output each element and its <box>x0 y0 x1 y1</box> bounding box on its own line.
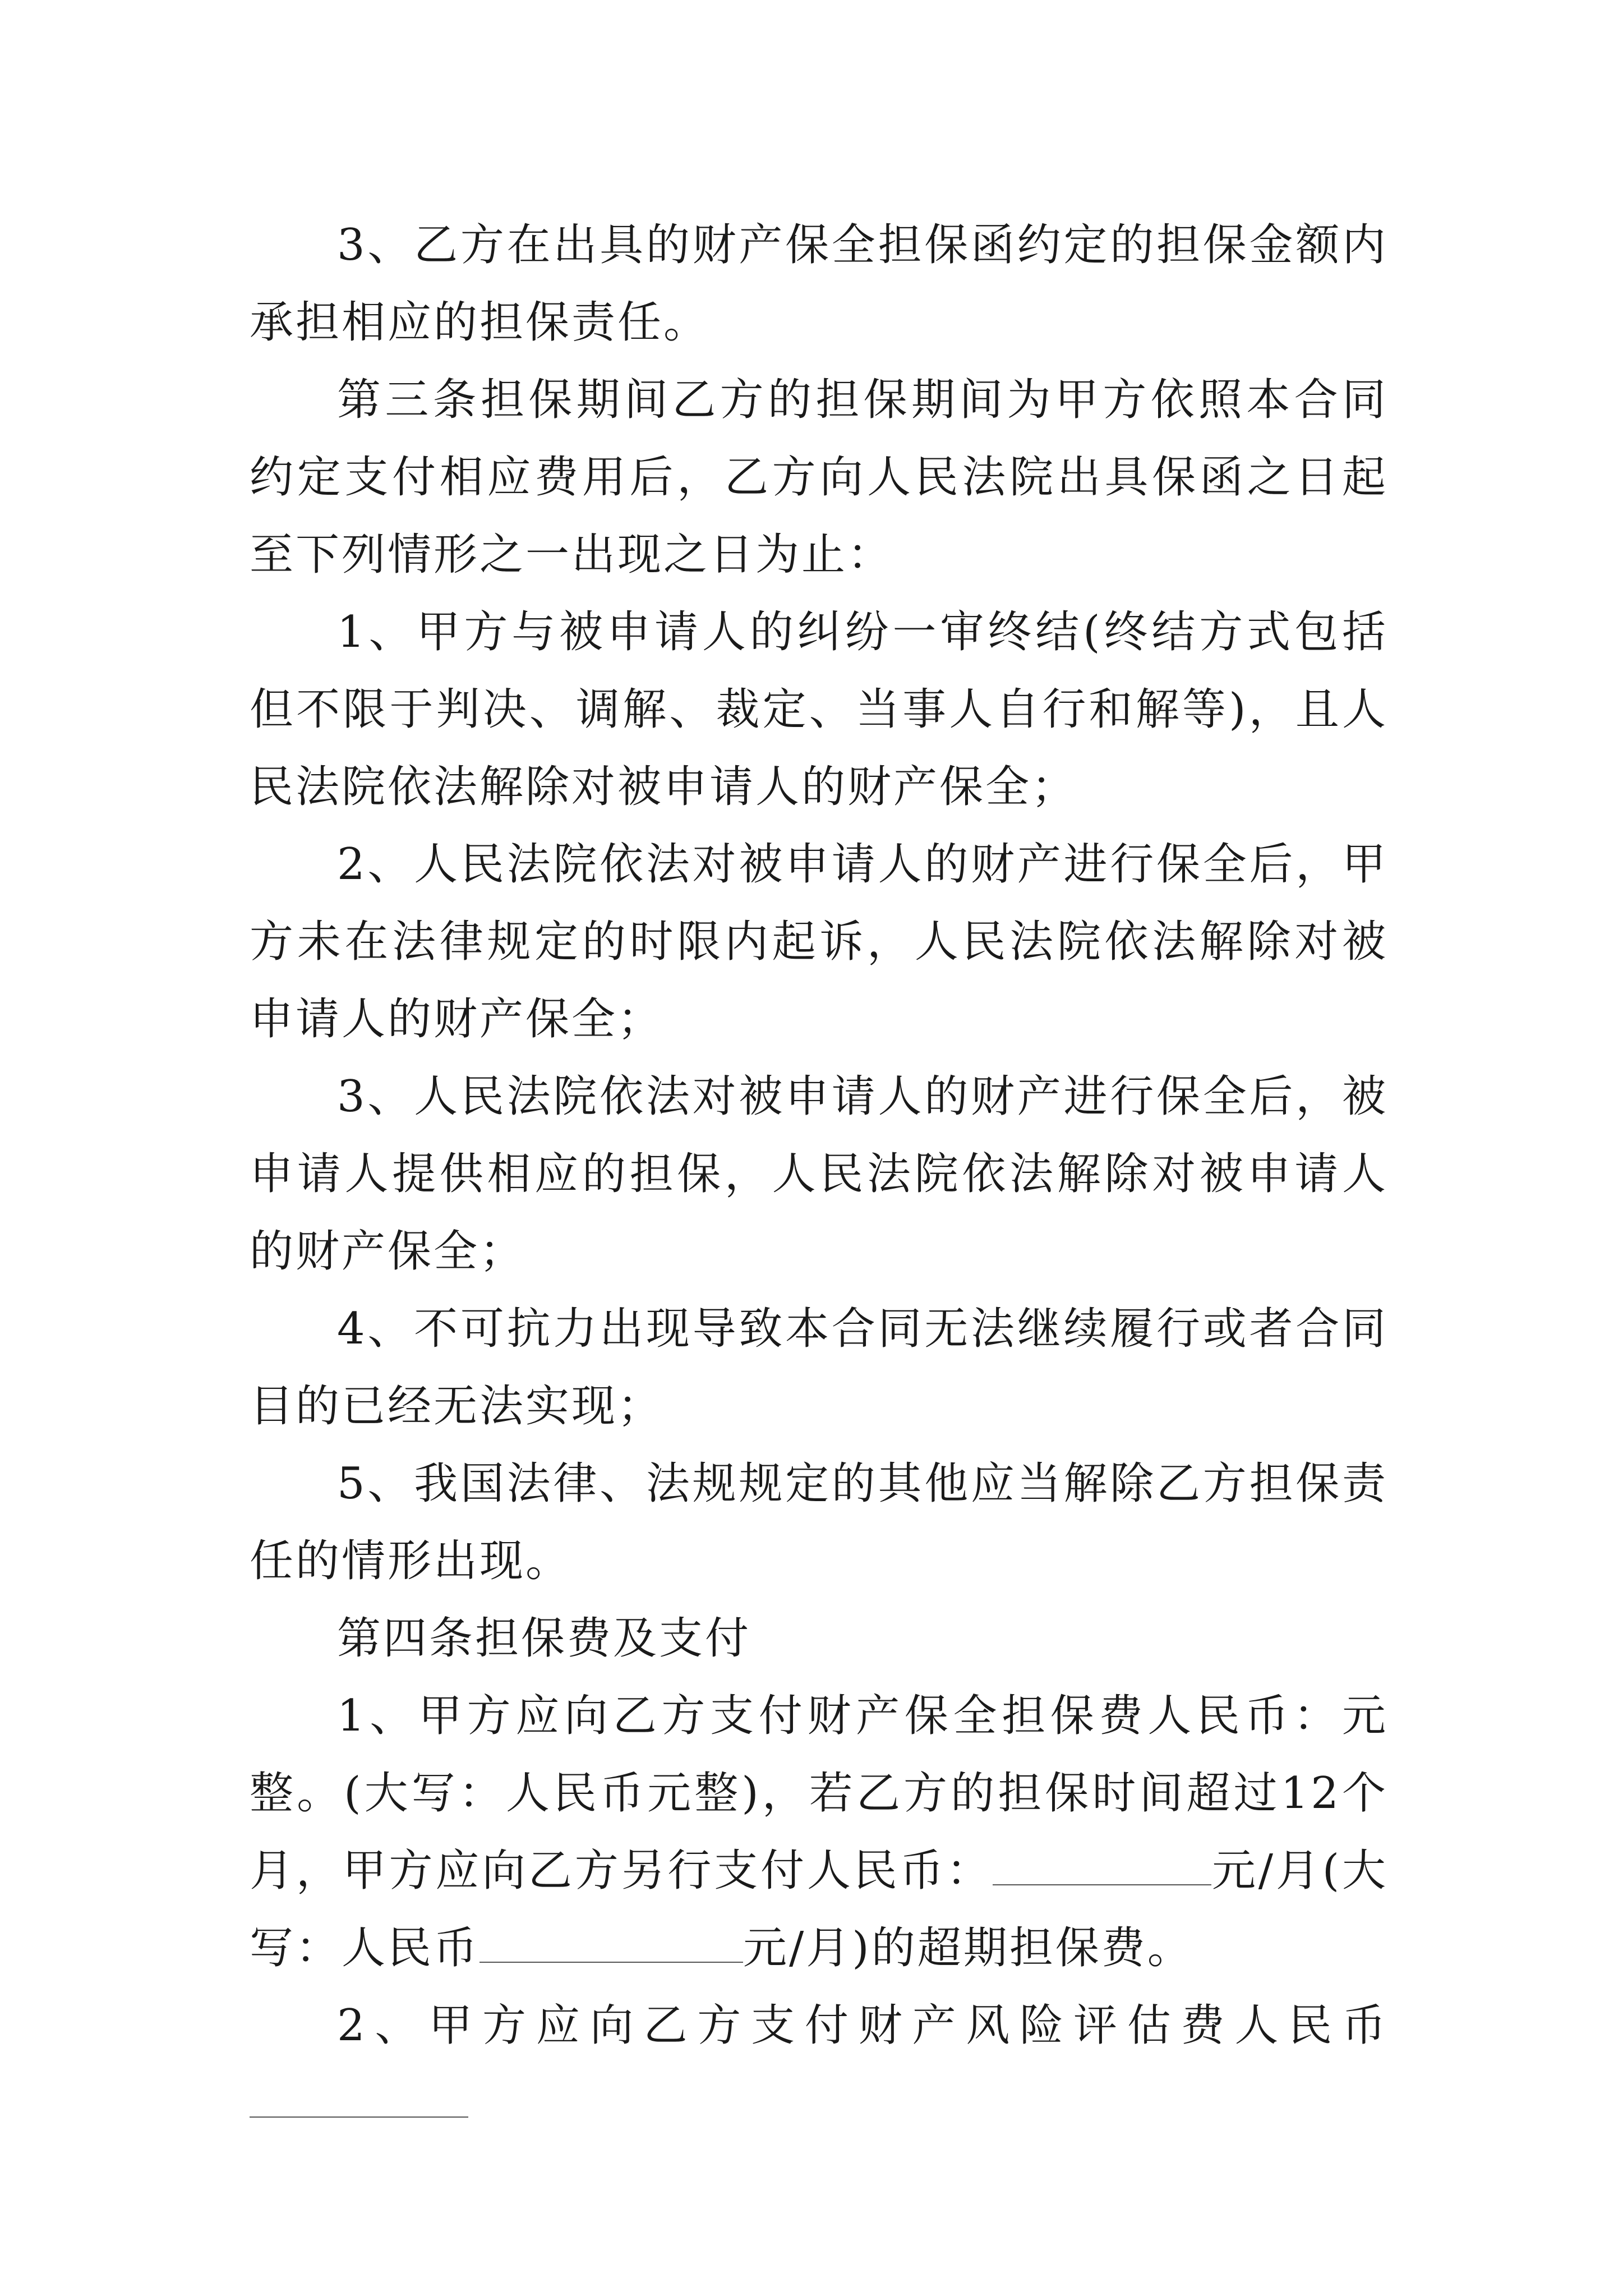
fee-text-part-1: 1、甲方应向乙方支付财产保全担保费人民币：元整。(大写：人民币元整)，若乙方的担保时间超过12个月，甲方应向乙方另行支付人民币： <box>250 1691 1388 1896</box>
paragraph-article-3-guarantee-period: 第三条担保期间乙方的担保期间为甲方依照本合同约定支付相应费用后，乙方向人民法院出具保函之日起至下列情形之一出现之日为止： <box>250 375 1388 580</box>
blank-monthly-fee-amount <box>993 1851 1211 1885</box>
paragraph-fee-item-2 <box>250 1987 1388 2142</box>
fee-text-part-2: 元/月(大写：人民币 <box>250 1846 1388 1973</box>
document-body <box>250 206 1388 2142</box>
paragraph-fee-item-1 <box>250 1677 1388 1987</box>
paragraph-period-item-3: 3、人民法院依法对被申请人的财产进行保全后，被申请人提供相应的担保，人民法院依法解除对被申请人的财产保全； <box>250 1071 1388 1277</box>
blank-monthly-fee-uppercase <box>479 1928 743 1963</box>
paragraph-clause-3-guarantee-amount: 3、乙方在出具的财产保全担保函约定的担保金额内承担相应的担保责任。 <box>250 220 1388 348</box>
paragraph-period-item-4: 4、不可抗力出现导致本合同无法继续履行或者合同目的已经无法实现； <box>250 1304 1388 1432</box>
risk-fee-text: 2、甲方应向乙方支付财产风险评估费人民币 <box>337 2000 1388 2051</box>
heading-article-4-fees: 第四条担保费及支付 <box>337 1613 751 1664</box>
fee-text-part-3: 元/月)的超期担保费。 <box>743 1923 1193 1973</box>
paragraph-period-item-5: 5、我国法律、法规规定的其他应当解除乙方担保责任的情形出现。 <box>250 1458 1388 1586</box>
paragraph-period-item-1: 1、甲方与被申请人的纠纷一审终结(终结方式包括但不限于判决、调解、裁定、当事人自行和解等)，且人民法院依法解除对被申请人的财产保全； <box>250 607 1388 812</box>
paragraph-period-item-2: 2、人民法院依法对被申请人的财产进行保全后，甲方未在法律规定的时限内起诉，人民法院依法解除对被申请人的财产保全； <box>250 839 1388 1045</box>
blank-risk-fee-amount <box>250 2083 468 2118</box>
